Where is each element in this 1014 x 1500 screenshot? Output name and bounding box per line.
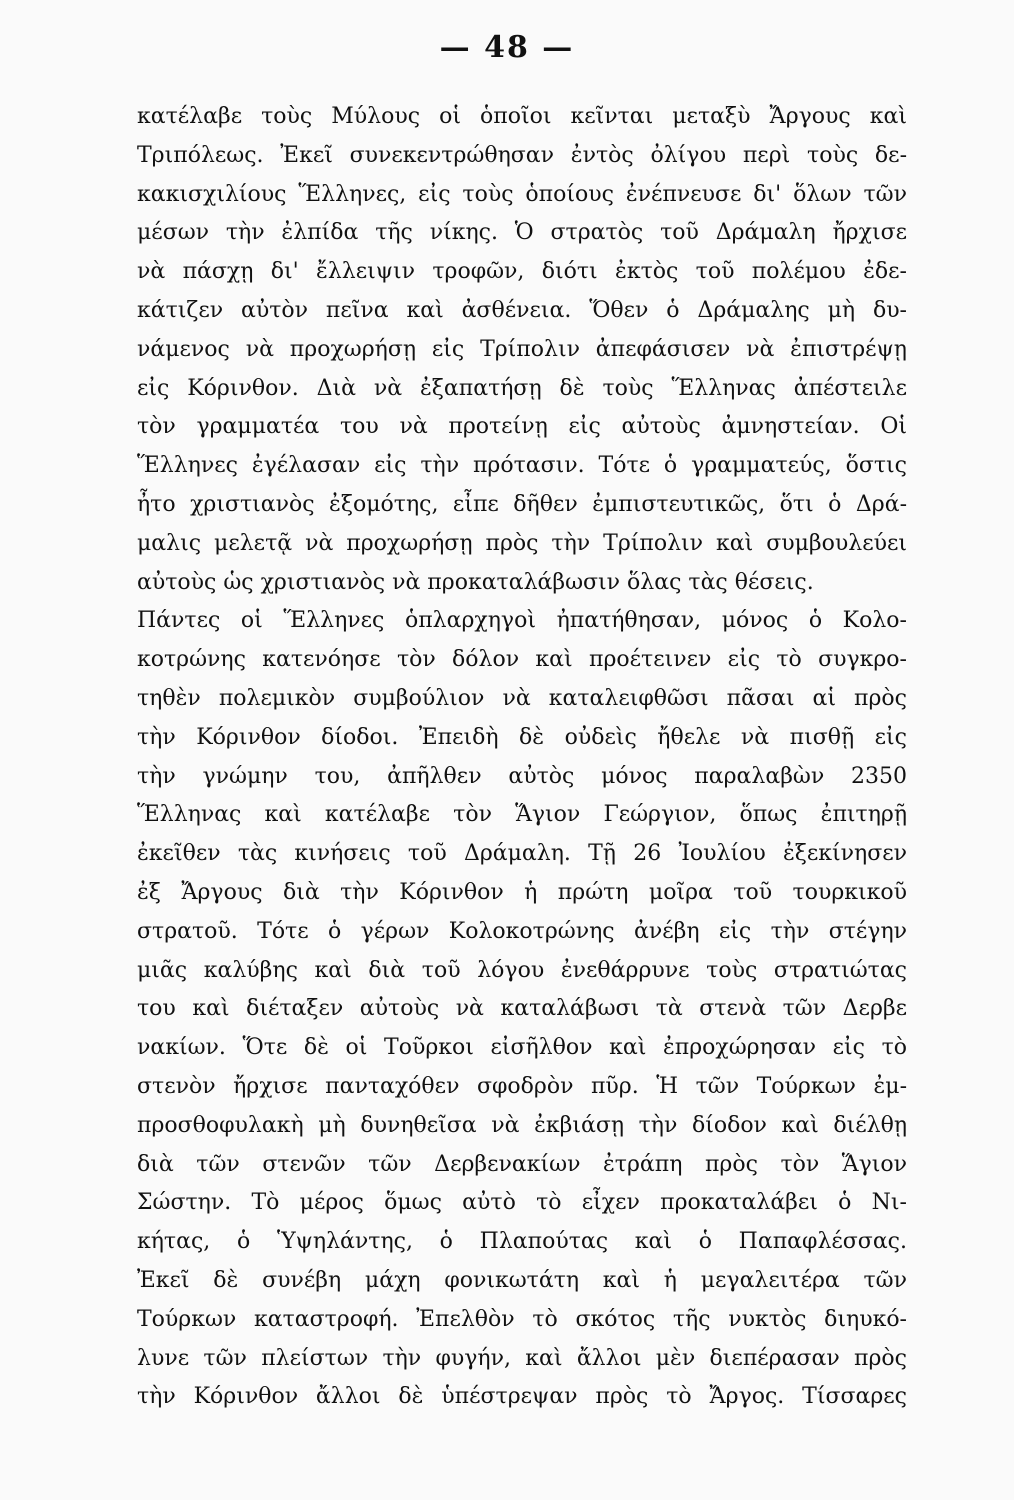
text-line: στρατοῦ. Τότε ὁ γέρων Κολοκοτρώνης ἀνέβη εἰς τὴν στέγην bbox=[137, 918, 907, 944]
text-line: κατέλαβε τοὺς Μύλους οἱ ὁποῖοι κεῖνται μεταξὺ Ἄργους καὶ bbox=[137, 104, 907, 129]
text-line: μέσων τὴν ἐλπίδα τῆς νίκης. Ὁ στρατὸς τοῦ Δράμαλη ἤρχισε bbox=[137, 220, 907, 246]
text-line: κοτρώνης κατενόησε τὸν δόλον καὶ προέτεινεν εἰς τὸ συγκρο- bbox=[137, 647, 907, 673]
text-line: τὴν Κόρινθον ἄλλοι δὲ ὑπέστρεψαν πρὸς τὸ Ἄργος. Τίσσαρες bbox=[137, 1384, 907, 1410]
text-line: ἐξ Ἄργους διὰ τὴν Κόρινθον ἡ πρώτη μοῖρα τοῦ τουρκικοῦ bbox=[137, 879, 907, 905]
text-line: μιᾶς καλύβης καὶ διὰ τοῦ λόγου ἐνεθάρρυνε τοὺς στρατιώτας bbox=[137, 957, 907, 983]
body-text bbox=[137, 98, 907, 1417]
text-line: κήτας, ὁ Ὑψηλάντης, ὁ Πλαπούτας καὶ ὁ Παπαφλέσσας. bbox=[137, 1229, 907, 1255]
text-line: κάτιζεν αὐτὸν πεῖνα καὶ ἀσθένεια. Ὅθεν ὁ Δράμαλης μὴ δυ- bbox=[137, 297, 907, 323]
text-line: νακίων. Ὅτε δὲ οἱ Τοῦρκοι εἰσῆλθον καὶ ἐπροχώρησαν εἰς τὸ bbox=[137, 1035, 907, 1061]
text-line: Ἕλληνες ἐγέλασαν εἰς τὴν πρότασιν. Τότε ὁ γραμματεύς, ὅστις bbox=[137, 453, 907, 479]
text-line: Τούρκων καταστροφή. Ἐπελθὸν τὸ σκότος τῆς νυκτὸς διηυκό- bbox=[137, 1306, 907, 1332]
text-line: ἐκεῖθεν τὰς κινήσεις τοῦ Δράμαλη. Τῇ 26 Ἰουλίου ἐξεκίνησεν bbox=[137, 841, 907, 867]
text-line: κακισχιλίους Ἕλληνες, εἰς τοὺς ὁποίους ἐνέπνευσε δι' ὅλων τῶν bbox=[137, 181, 907, 207]
text-line: του καὶ διέταξεν αὐτοὺς νὰ καταλάβωσι τὰ στενὰ τῶν Δερβε bbox=[137, 996, 907, 1022]
text-line: στενὸν ἤρχισε πανταχόθεν σφοδρὸν πῦρ. Ἡ τῶν Τούρκων ἐμ- bbox=[137, 1073, 907, 1099]
text-line: Ἕλληνας καὶ κατέλαβε τὸν Ἅγιον Γεώργιον, ὅπως ἐπιτηρῇ bbox=[137, 802, 907, 828]
text-line: ἦτο χριστιανὸς ἐξομότης, εἶπε δῆθεν ἐμπιστευτικῶς, ὅτι ὁ Δρά- bbox=[137, 491, 907, 517]
text-line: Πάντες οἱ Ἕλληνες ὁπλαρχηγοὶ ἠπατήθησαν, μόνος ὁ Κολο- bbox=[137, 608, 907, 634]
text-line: Σώστην. Τὸ μέρος ὅμως αὐτὸ τὸ εἶχεν προκαταλάβει ὁ Νι- bbox=[137, 1190, 907, 1216]
text-line: τὴν γνώμην του, ἀπῆλθεν αὐτὸς μόνος παραλαβὼν 2350 bbox=[137, 763, 907, 789]
text-line: εἰς Κόρινθον. Διὰ νὰ ἐξαπατήσῃ δὲ τοὺς Ἕλληνας ἀπέστειλε bbox=[137, 375, 907, 401]
text-line: νάμενος νὰ προχωρήσῃ εἰς Τρίπολιν ἀπεφάσισεν νὰ ἐπιστρέψῃ bbox=[137, 336, 907, 362]
text-line: τηθὲν πολεμικὸν συμβούλιον νὰ καταλειφθῶσι πᾶσαι αἱ πρὸς bbox=[137, 685, 907, 711]
text-line: Τριπόλεως. Ἐκεῖ συνεκεντρώθησαν ἐντὸς ὀλίγου περὶ τοὺς δε- bbox=[137, 142, 907, 168]
text-line: νὰ πάσχῃ δι' ἔλλειψιν τροφῶν, διότι ἐκτὸς τοῦ πολέμου ἐδε- bbox=[137, 259, 907, 285]
text-line: Ἐκεῖ δὲ συνέβη μάχη φονικωτάτη καὶ ἡ μεγαλειτέρα τῶν bbox=[137, 1267, 907, 1293]
text-line: λυνε τῶν πλείστων τὴν φυγήν, καὶ ἄλλοι μὲν διεπέρασαν πρὸς bbox=[137, 1345, 907, 1371]
text-line: τὴν Κόρινθον δίοδοι. Ἐπειδὴ δὲ οὐδεὶς ἤθελε νὰ πισθῇ εἰς bbox=[137, 724, 907, 750]
text-line: διὰ τῶν στενῶν τῶν Δερβενακίων ἐτράπη πρὸς τὸν Ἅγιον bbox=[137, 1151, 907, 1177]
text-line: αὐτοὺς ὡς χριστιανὸς νὰ προκαταλάβωσιν ὅλας τὰς θέσεις. bbox=[137, 569, 814, 595]
page-number: — 48 — bbox=[439, 30, 575, 65]
text-line: μαλις μελετᾷ νὰ προχωρήσῃ πρὸς τὴν Τρίπολιν καὶ συμβουλεύει bbox=[137, 530, 907, 556]
text-line: τὸν γραμματέα του νὰ προτείνῃ εἰς αὐτοὺς ἀμνηστείαν. Οἱ bbox=[137, 414, 907, 440]
text-line: προσθοφυλακὴ μὴ δυνηθεῖσα νὰ ἐκβιάσῃ τὴν δίοδον καὶ διέλθῃ bbox=[137, 1112, 907, 1138]
